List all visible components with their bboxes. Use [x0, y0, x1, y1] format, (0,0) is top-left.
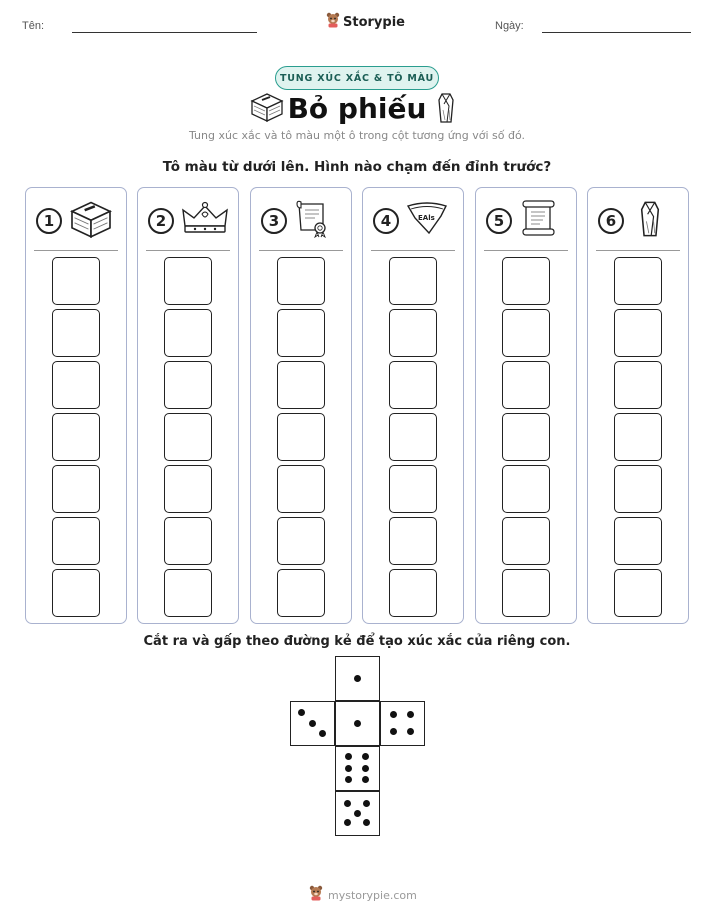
name-label: Tên: [22, 20, 45, 32]
date-line[interactable] [542, 32, 691, 33]
color-box[interactable] [277, 309, 325, 357]
color-box[interactable] [277, 361, 325, 409]
column-number: 1 [36, 208, 62, 234]
column-number: 6 [598, 208, 624, 234]
color-box[interactable] [52, 309, 100, 357]
page-title: Bỏ phiếu [287, 92, 427, 125]
color-box[interactable] [164, 465, 212, 513]
column-6 [587, 187, 689, 624]
color-box[interactable] [502, 465, 550, 513]
brand-logo [326, 12, 405, 32]
color-box[interactable] [389, 569, 437, 617]
color-box[interactable] [614, 361, 662, 409]
column-number: 2 [148, 208, 174, 234]
color-box[interactable] [389, 361, 437, 409]
color-box[interactable] [614, 257, 662, 305]
column-number: 5 [486, 208, 512, 234]
dice-pip [309, 720, 316, 727]
color-box[interactable] [614, 517, 662, 565]
color-box[interactable] [502, 517, 550, 565]
column-4 [362, 187, 464, 624]
color-box[interactable] [389, 465, 437, 513]
dice-face-4 [380, 701, 425, 746]
color-box[interactable] [52, 257, 100, 305]
toga-icon [638, 200, 662, 242]
subtitle: Tung xúc xắc và tô màu một ô trong cột tương ứng với số đó. [189, 129, 525, 142]
color-box[interactable] [502, 361, 550, 409]
dice-face-1 [335, 701, 380, 746]
color-box[interactable] [614, 413, 662, 461]
dice-pip [354, 810, 361, 817]
color-box[interactable] [614, 309, 662, 357]
ostracon-shard-icon [405, 200, 449, 240]
color-box[interactable] [502, 257, 550, 305]
instruction-heading: Tô màu từ dưới lên. Hình nào chạm đến đỉnh trước? [162, 159, 552, 175]
dice-pip [390, 728, 397, 735]
ballot-box-icon [68, 200, 114, 242]
column-divider [146, 250, 230, 251]
dice-pip [390, 711, 397, 718]
color-box[interactable] [614, 569, 662, 617]
brand-name: Storypie [343, 14, 405, 30]
column-1 [25, 187, 127, 624]
column-divider [371, 250, 455, 251]
dice-pip [363, 819, 370, 826]
color-box[interactable] [52, 361, 100, 409]
color-box[interactable] [389, 413, 437, 461]
dice-pip [362, 776, 369, 783]
dice-pip [345, 776, 352, 783]
dice-pip [344, 800, 351, 807]
dice-pip [363, 800, 370, 807]
color-box[interactable] [502, 309, 550, 357]
color-box[interactable] [389, 257, 437, 305]
column-divider [484, 250, 568, 251]
dice-pip [407, 711, 414, 718]
dice-pip [407, 728, 414, 735]
activity-badge: TUNG XÚC XẮC & TÔ MÀU [275, 66, 439, 90]
color-box[interactable] [502, 413, 550, 461]
color-box[interactable] [277, 569, 325, 617]
bear-logo-icon [326, 12, 340, 32]
dice-pip [298, 709, 305, 716]
column-3 [250, 187, 352, 624]
color-box[interactable] [52, 569, 100, 617]
dice-face-5 [335, 791, 380, 836]
toga-icon [436, 92, 456, 128]
name-line[interactable] [72, 32, 257, 33]
dice-instruction: Cắt ra và gấp theo đường kẻ để tạo xúc xắc của riêng con. [143, 634, 571, 649]
color-box[interactable] [164, 361, 212, 409]
scroll-icon [518, 200, 558, 242]
column-2 [137, 187, 239, 624]
dice-pip [354, 675, 361, 682]
column-divider [34, 250, 118, 251]
scroll-with-seal-icon [293, 200, 333, 242]
color-box[interactable] [164, 517, 212, 565]
footer-url[interactable]: mystorypie.com [328, 888, 417, 902]
dice-pip [354, 720, 361, 727]
crown-icon [180, 200, 230, 242]
color-box[interactable] [164, 309, 212, 357]
color-box[interactable] [277, 257, 325, 305]
dice-face-1 [335, 656, 380, 701]
column-divider [259, 250, 343, 251]
footer [308, 885, 417, 905]
color-box[interactable] [52, 413, 100, 461]
bear-logo-icon [308, 885, 324, 905]
date-label: Ngày: [495, 20, 524, 32]
color-box[interactable] [277, 517, 325, 565]
dice-pip [344, 819, 351, 826]
dice-pip [362, 753, 369, 760]
color-box[interactable] [277, 465, 325, 513]
color-box[interactable] [614, 465, 662, 513]
dice-pip [362, 765, 369, 772]
dice-pip [345, 765, 352, 772]
column-number: 4 [373, 208, 399, 234]
dice-face-3 [290, 701, 335, 746]
color-box[interactable] [502, 569, 550, 617]
column-divider [596, 250, 680, 251]
column-5 [475, 187, 577, 624]
color-box[interactable] [389, 309, 437, 357]
color-box[interactable] [52, 517, 100, 565]
dice-pip [319, 730, 326, 737]
column-number: 3 [261, 208, 287, 234]
color-box[interactable] [52, 465, 100, 513]
dice-pip [345, 753, 352, 760]
dice-face-6 [335, 746, 380, 791]
color-box[interactable] [277, 413, 325, 461]
color-box[interactable] [164, 569, 212, 617]
svg-text:EAls: EAls [418, 214, 435, 222]
color-box[interactable] [389, 517, 437, 565]
color-box[interactable] [164, 413, 212, 461]
color-box[interactable] [164, 257, 212, 305]
